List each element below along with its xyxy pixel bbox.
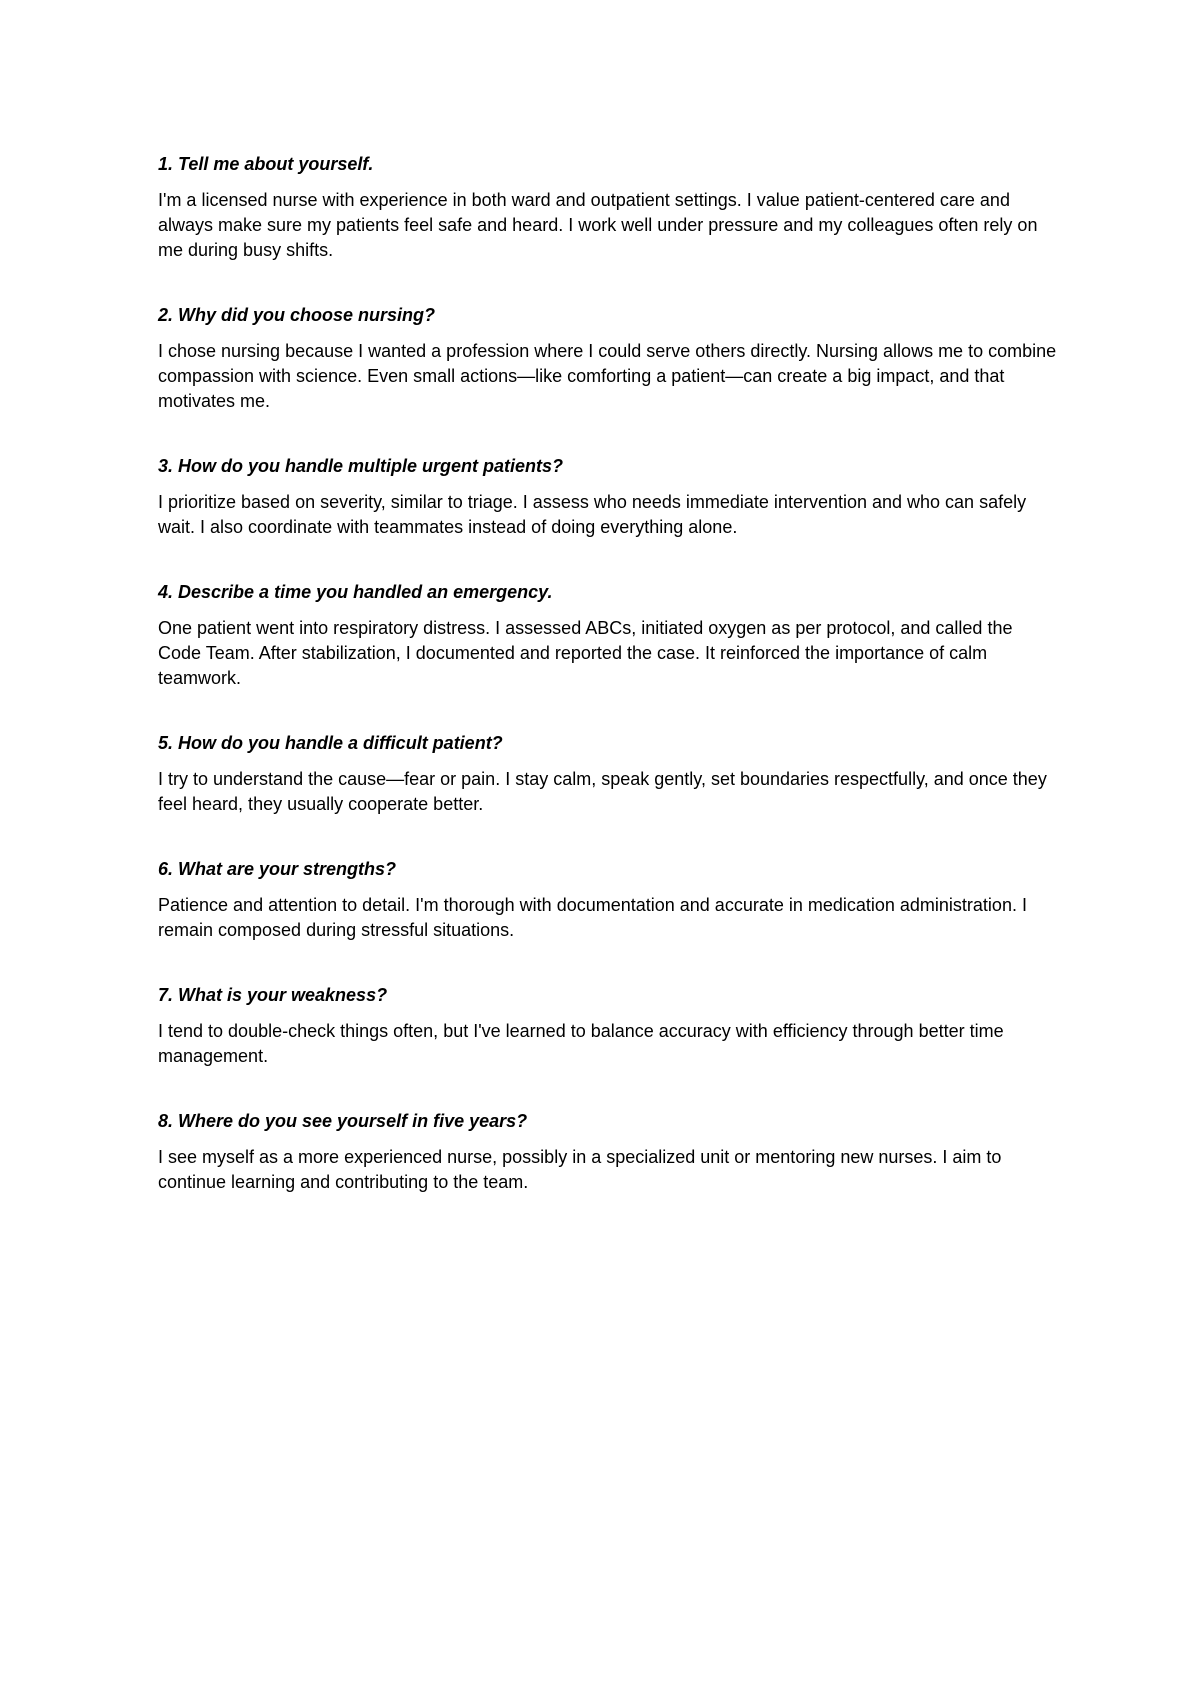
qa-item-6 (158, 857, 1058, 943)
question-heading: 6. What are your strengths? (158, 859, 397, 879)
document-page (158, 152, 1058, 1235)
question-heading: 5. How do you handle a difficult patient? (158, 733, 503, 753)
question-heading: 2. Why did you choose nursing? (158, 305, 436, 325)
question-heading: 1. Tell me about yourself. (158, 154, 374, 174)
qa-item-7 (158, 983, 1058, 1069)
answer-paragraph: I see myself as a more experienced nurse, possibly in a specialized unit or mentoring new nurses. I aim to continue learning and contributing to the team. (158, 1147, 1002, 1192)
answer-paragraph: I try to understand the cause—fear or pain. I stay calm, speak gently, set boundaries respectfully, and once they feel heard, they usually cooperate better. (158, 769, 1047, 814)
qa-item-3 (158, 454, 1058, 540)
question-heading: 4. Describe a time you handled an emergency. (158, 582, 553, 602)
answer-paragraph: Patience and attention to detail. I'm thorough with documentation and accurate in medication administration. I remain composed during stressful situations. (158, 895, 1027, 940)
qa-item-4 (158, 580, 1058, 691)
answer-paragraph: I chose nursing because I wanted a profession where I could serve others directly. Nursing allows me to combine compassion with science. Even small actions—like comforting a patient—can create a big impact, and that motivates me. (158, 341, 1057, 411)
qa-item-2 (158, 303, 1058, 414)
question-heading: 8. Where do you see yourself in five years? (158, 1111, 528, 1131)
qa-item-8 (158, 1109, 1058, 1195)
qa-item-1 (158, 152, 1058, 263)
question-heading: 3. How do you handle multiple urgent patients? (158, 456, 564, 476)
answer-paragraph: I'm a licensed nurse with experience in both ward and outpatient settings. I value patient-centered care and always make sure my patients feel safe and heard. I work well under pressure and my colleagues often rely on me during busy shifts. (158, 190, 1038, 260)
answer-paragraph: One patient went into respiratory distress. I assessed ABCs, initiated oxygen as per protocol, and called the Code Team. After stabilization, I documented and reported the case. It reinforced the importance of calm teamwork. (158, 618, 1013, 688)
answer-paragraph: I prioritize based on severity, similar to triage. I assess who needs immediate intervention and who can safely wait. I also coordinate with teammates instead of doing everything alone. (158, 492, 1027, 537)
question-heading: 7. What is your weakness? (158, 985, 388, 1005)
qa-item-5 (158, 731, 1058, 817)
answer-paragraph: I tend to double-check things often, but I've learned to balance accuracy with efficiency through better time management. (158, 1021, 1004, 1066)
